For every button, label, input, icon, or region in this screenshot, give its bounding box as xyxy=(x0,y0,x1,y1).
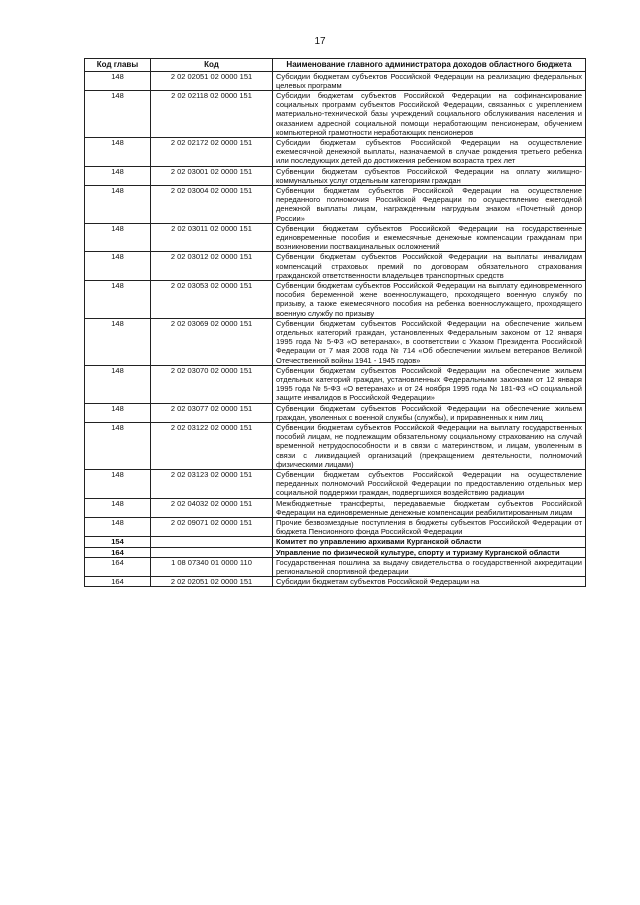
table-row xyxy=(85,318,586,365)
table-row xyxy=(85,223,586,252)
table-row xyxy=(85,518,586,537)
table-row xyxy=(85,547,586,557)
administrator-name-cell: Субвенции бюджетам субъектов Российской Федерации на оплату жилищно-коммунальных услуг отдельным категориям граждан xyxy=(273,166,586,185)
table-row xyxy=(85,577,586,587)
chapter-code-cell: 154 xyxy=(85,537,151,547)
administrator-name-cell: Государственная пошлина за выдачу свидетельства о государственной аккредитации региональной спортивной федерации xyxy=(273,557,586,576)
chapter-code-cell: 164 xyxy=(85,547,151,557)
table-row xyxy=(85,280,586,318)
administrator-name-cell: Субвенции бюджетам субъектов Российской Федерации на осуществление переданных полномочий Российской Федерации по предоставлению отдельных мер социальной поддержки граждан, подвергшихся воздействию радиации xyxy=(273,470,586,499)
administrator-name-cell: Субсидии бюджетам субъектов Российской Федерации на осуществление ежемесячной денежной выплаты, назначаемой в случае рождения третьего ребенка или последующих детей до достижения ребенком возраста трех лет xyxy=(273,137,586,166)
chapter-code-cell: 148 xyxy=(85,223,151,252)
page-number: 17 xyxy=(314,36,326,47)
budget-code-cell: 2 02 03069 02 0000 151 xyxy=(151,318,273,365)
administrator-name-cell: Субсидии бюджетам субъектов Российской Федерации на реализацию федеральных целевых программ xyxy=(273,71,586,90)
administrator-name-cell: Субвенции бюджетам субъектов Российской Федерации на выплату государственных пособий лицам, не подлежащим обязательному социальному страхованию на случай временной нетрудоспособности и в связи с материнством, и лицам, уволенным в связи с ликвидацией организаций (прекращением деятельности, полномочий физическими лицами) xyxy=(273,423,586,470)
budget-code-cell xyxy=(151,537,273,547)
budget-code-cell: 2 02 04032 02 0000 151 xyxy=(151,498,273,517)
header-code: Код xyxy=(151,59,273,72)
header-administrator-name: Наименование главного администратора доходов областного бюджета xyxy=(273,59,586,72)
budget-code-cell: 2 02 03004 02 0000 151 xyxy=(151,185,273,223)
chapter-code-cell: 164 xyxy=(85,577,151,587)
budget-code-cell: 2 02 03070 02 0000 151 xyxy=(151,365,273,403)
administrator-name-cell: Межбюджетные трансферты, передаваемые бюджетам субъектов Российской Федерации на единовременные денежные компенсации реабилитированным лицам xyxy=(273,498,586,517)
budget-code-cell: 2 02 03053 02 0000 151 xyxy=(151,280,273,318)
administrator-name-cell: Субвенции бюджетам субъектов Российской Федерации на обеспечение жильем отдельных категорий граждан, установленных Федеральным законом от 12 января 1995 года № 5-ФЗ «О ветеранах», в соответствии с Указом Президента Российской Федерации от 7 мая 2008 года № 714 «Об обеспечении жильем ветеранов Великой Отечественной войны 1941 - 1945 годов» xyxy=(273,318,586,365)
administrator-name-cell: Субвенции бюджетам субъектов Российской Федерации на обеспечение жильем граждан, уволенных с военной службы (службы), и приравненных к ним лиц xyxy=(273,403,586,422)
header-chapter-code: Код главы xyxy=(85,59,151,72)
chapter-code-cell: 148 xyxy=(85,280,151,318)
table-row xyxy=(85,365,586,403)
budget-code-cell: 2 02 03123 02 0000 151 xyxy=(151,470,273,499)
chapter-code-cell: 148 xyxy=(85,423,151,470)
administrator-name-cell: Субвенции бюджетам субъектов Российской Федерации на обеспечение жильем отдельных категорий граждан, установленных Федеральными законами от 12 января 1995 года № 5-ФЗ «О ветеранах» и от 24 ноября 1995 года № 181-ФЗ «О социальной защите инвалидов в Российской Федерации» xyxy=(273,365,586,403)
table-row xyxy=(85,423,586,470)
chapter-code-cell: 148 xyxy=(85,71,151,90)
chapter-code-cell: 148 xyxy=(85,252,151,281)
table-row xyxy=(85,252,586,281)
table-body xyxy=(85,71,586,587)
chapter-code-cell: 148 xyxy=(85,403,151,422)
chapter-code-cell: 148 xyxy=(85,365,151,403)
revenue-administrators-table xyxy=(84,58,586,587)
chapter-code-cell: 148 xyxy=(85,318,151,365)
budget-code-cell: 2 02 03122 02 0000 151 xyxy=(151,423,273,470)
budget-code-cell: 2 02 02172 02 0000 151 xyxy=(151,137,273,166)
table-row xyxy=(85,557,586,576)
budget-code-cell: 2 02 03011 02 0000 151 xyxy=(151,223,273,252)
budget-code-cell: 2 02 03001 02 0000 151 xyxy=(151,166,273,185)
administrator-name-cell: Субвенции бюджетам субъектов Российской Федерации на осуществление переданного полномочия Российской Федерации по осуществлению ежегодной денежной выплаты лицам, награжденным нагрудным знаком «Почетный донор России» xyxy=(273,185,586,223)
table-row xyxy=(85,403,586,422)
table-row xyxy=(85,90,586,137)
table-header xyxy=(85,59,586,72)
administrator-name-cell: Прочие безвозмездные поступления в бюджеты субъектов Российской Федерации от бюджета Пенсионного фонда Российской Федерации xyxy=(273,518,586,537)
administrator-name-cell: Комитет по управлению архивами Курганской области xyxy=(273,537,586,547)
budget-code-cell: 2 02 03012 02 0000 151 xyxy=(151,252,273,281)
budget-code-cell: 2 02 02051 02 0000 151 xyxy=(151,577,273,587)
table-row xyxy=(85,470,586,499)
table-row xyxy=(85,537,586,547)
table-header-row xyxy=(85,59,586,72)
budget-code-cell: 2 02 02051 02 0000 151 xyxy=(151,71,273,90)
chapter-code-cell: 148 xyxy=(85,518,151,537)
table-row xyxy=(85,71,586,90)
budget-code-cell: 2 02 09071 02 0000 151 xyxy=(151,518,273,537)
table-row xyxy=(85,185,586,223)
chapter-code-cell: 148 xyxy=(85,498,151,517)
chapter-code-cell: 148 xyxy=(85,470,151,499)
budget-code-cell: 2 02 02118 02 0000 151 xyxy=(151,90,273,137)
budget-code-cell: 1 08 07340 01 0000 110 xyxy=(151,557,273,576)
table-row xyxy=(85,498,586,517)
chapter-code-cell: 148 xyxy=(85,137,151,166)
table-row xyxy=(85,137,586,166)
budget-code-cell: 2 02 03077 02 0000 151 xyxy=(151,403,273,422)
administrator-name-cell: Субсидии бюджетам субъектов Российской Федерации на софинансирование социальных программ субъектов Российской Федерации, связанных с укреплением материально-технической базы учреждений социального обслуживания населения и оказанием адресной социальной помощи неработающим пенсионерам, обучением компьютерной грамотности неработающих пенсионеров xyxy=(273,90,586,137)
chapter-code-cell: 148 xyxy=(85,166,151,185)
administrator-name-cell: Субвенции бюджетам субъектов Российской Федерации на выплату единовременного пособия беременной жене военнослужащего, проходящего военную службу по призыву, а также ежемесячного пособия на ребенка военнослужащего, проходящего военную службу по призыву xyxy=(273,280,586,318)
administrator-name-cell: Управление по физической культуре, спорту и туризму Курганской области xyxy=(273,547,586,557)
table-row xyxy=(85,166,586,185)
chapter-code-cell: 148 xyxy=(85,90,151,137)
budget-code-cell xyxy=(151,547,273,557)
administrator-name-cell: Субвенции бюджетам субъектов Российской Федерации на выплаты инвалидам компенсаций страховых премий по договорам обязательного страхования гражданской ответственности владельцев транспортных средств xyxy=(273,252,586,281)
administrator-name-cell: Субсидии бюджетам субъектов Российской Федерации на xyxy=(273,577,586,587)
administrator-name-cell: Субвенции бюджетам субъектов Российской Федерации на государственные единовременные пособия и ежемесячные денежные компенсации гражданам при возникновении поствакцинальных осложнений xyxy=(273,223,586,252)
chapter-code-cell: 164 xyxy=(85,557,151,576)
chapter-code-cell: 148 xyxy=(85,185,151,223)
